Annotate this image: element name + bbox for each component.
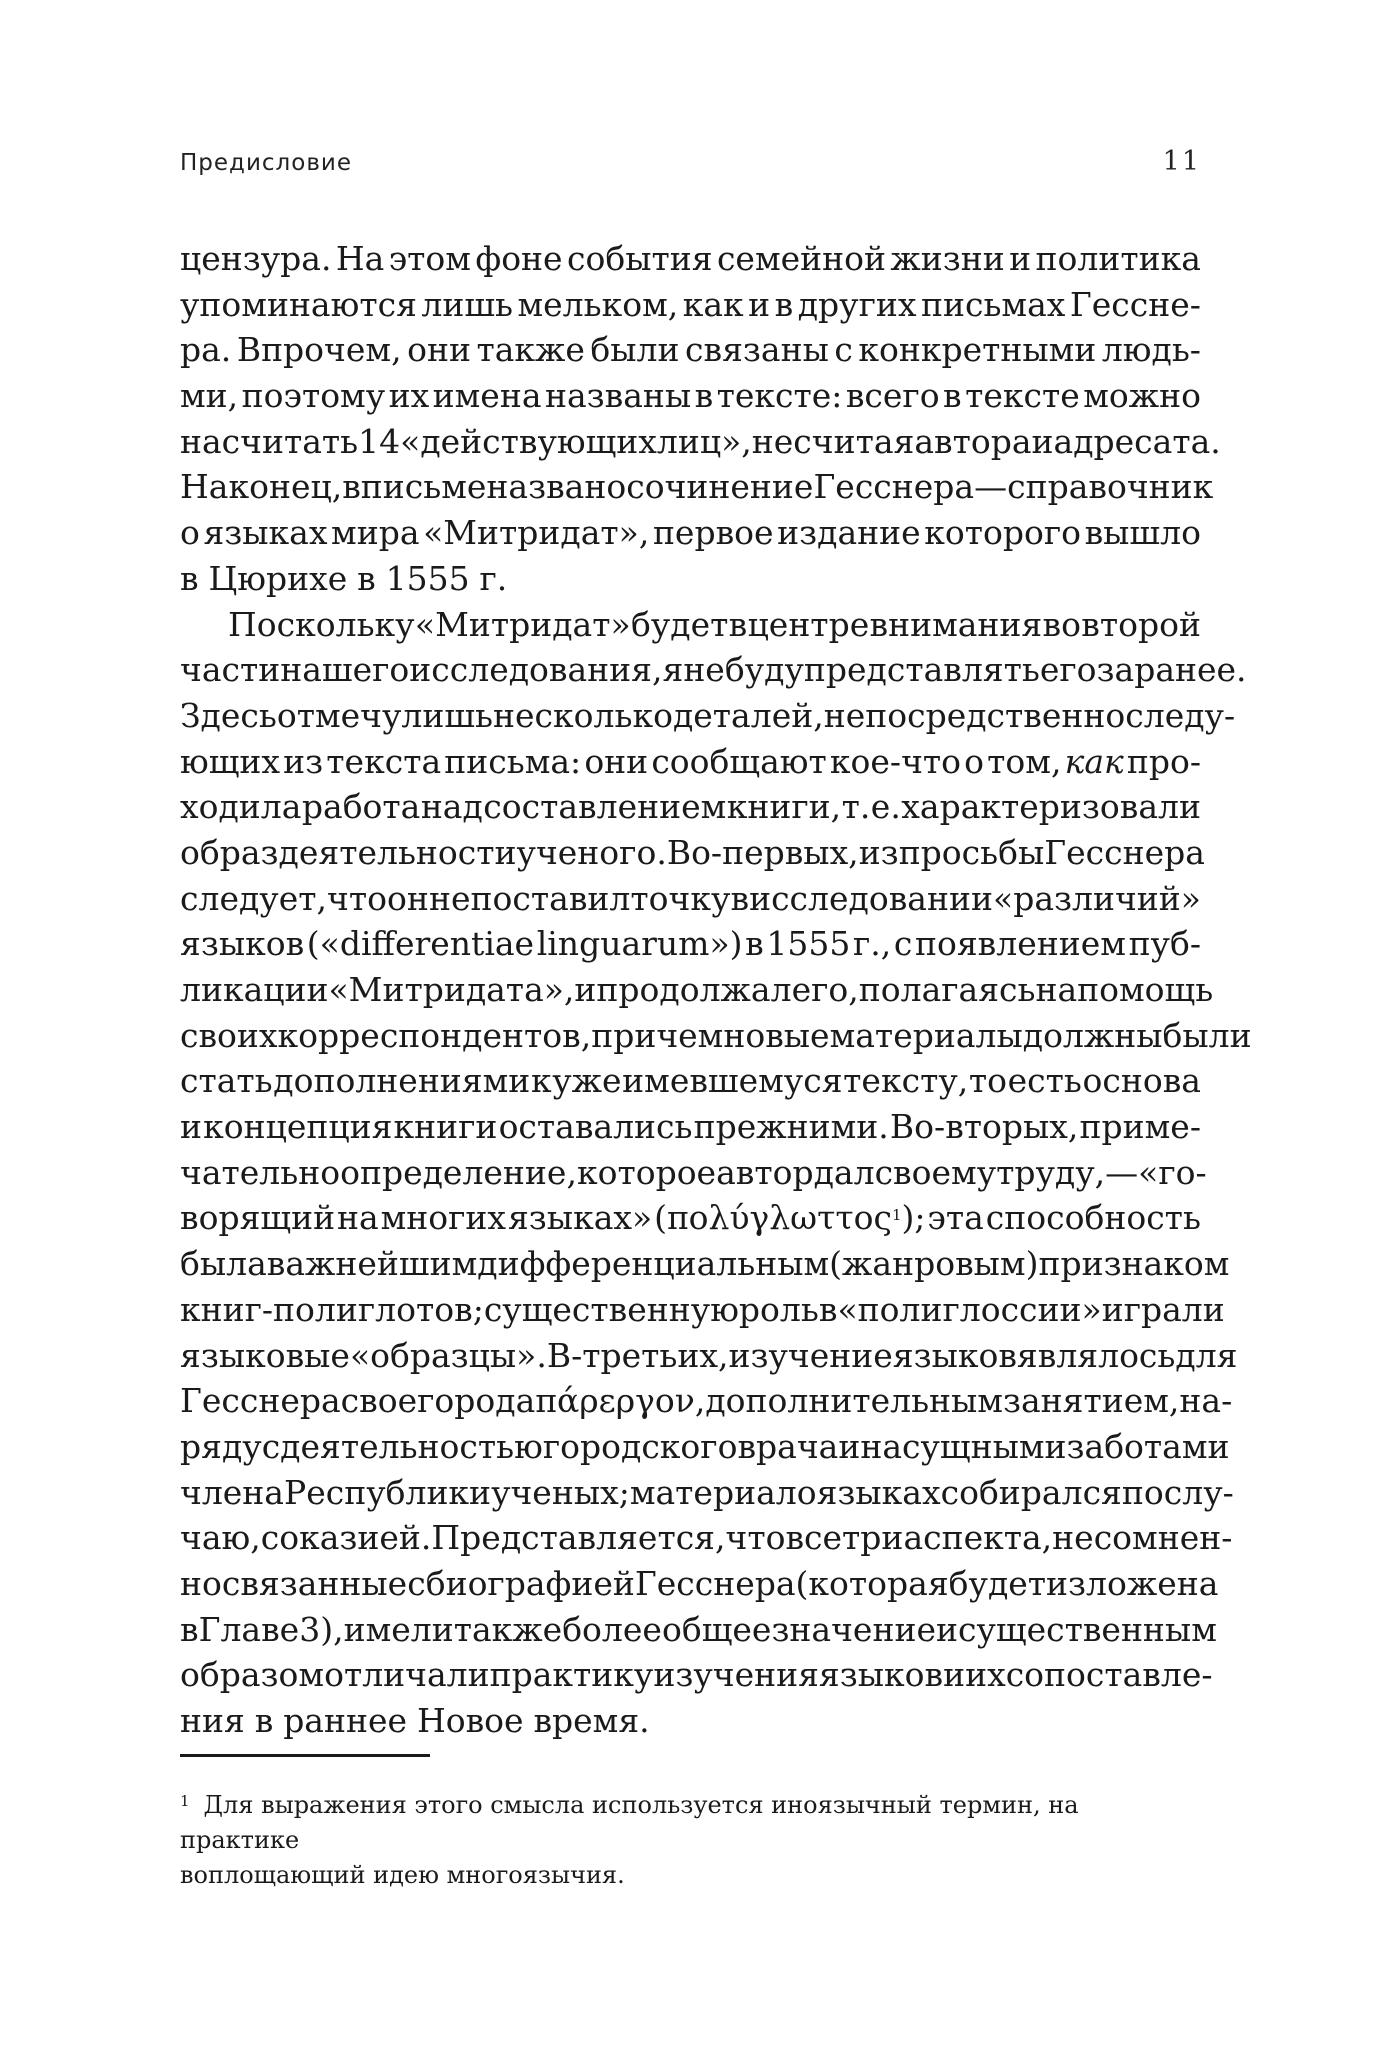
text-line: Гесснера своего рода πάρεργον, дополнительным занятием, на-	[180, 1381, 1233, 1421]
text-line: языков («differentiae linguarum») в 1555 г., с появлением пуб-	[180, 924, 1201, 964]
text-line: части нашего исследования, я не буду представлять его заранее.	[180, 650, 1247, 690]
text-line: в Главе 3), имели также более общее значение и существенным	[180, 1609, 1217, 1649]
text-line: в Цюрихе в 1555 г.	[180, 558, 508, 598]
text-line: чательно определение, которое автор дал своему труду, — «го-	[180, 1152, 1207, 1192]
text-line: ра. Впрочем, они также были связаны с конкретными людь-	[180, 330, 1201, 370]
text-line: следует, что он не поставил точку в исследовании «различий»	[180, 878, 1201, 918]
text-line: Наконец, в письме названо сочинение Гесснера — справочник	[180, 467, 1214, 507]
footnote-divider	[180, 1754, 430, 1757]
text-line: образом отличали практику изучения языков и их сопоставле-	[180, 1655, 1213, 1695]
text-line: Здесь отмечу лишь несколько деталей, непосредственно следу-	[180, 695, 1236, 735]
text-line: и концепция книги оставались прежними. Во-вторых, приме-	[180, 1107, 1201, 1147]
text-line: но связанные с биографией Гесснера (которая будет изложена	[180, 1563, 1219, 1603]
text-line: члена Республики ученых; материал о языках собирался по слу-	[180, 1472, 1234, 1512]
text-line: книг-полиглотов; существенную роль в «полиглоссии» играли	[180, 1289, 1225, 1329]
footnote-mark: 1	[180, 1792, 190, 1810]
text-line: ряду с деятельностью городского врача и насущными заботами	[180, 1426, 1230, 1466]
text-line: ходила работа над составлением книги, т. е. характеризовали	[180, 787, 1201, 827]
body-text	[180, 236, 1252, 1744]
text-line: упоминаются лишь мельком, как и в других письмах Гессне-	[180, 284, 1201, 324]
text-line: ющих из текста письма: они сообщают кое-что о том, как про-	[180, 741, 1201, 781]
page-number: 11	[1162, 146, 1201, 177]
text-line: стать дополнениями к уже имевшемуся тексту, то есть основа	[180, 1061, 1201, 1101]
running-head	[180, 146, 1201, 190]
text-line: ликации «Митридата», и продолжал его, полагаясь на помощь	[180, 970, 1214, 1009]
footnote-line: воплощающий идею многоязычия.	[180, 1861, 625, 1889]
text-line: о языках мира «Митридат», первое издание которого вышло	[180, 513, 1201, 553]
text-line: насчитать 14 «действующих лиц», не считая автора и адресата.	[180, 421, 1221, 461]
text-line: была важнейшим дифференциальным (жанровым) признаком	[180, 1244, 1230, 1284]
text-line: языковые «образцы». В-третьих, изучение языков являлось для	[180, 1335, 1238, 1375]
section-title: Предисловие	[180, 150, 352, 176]
text-line: ния в раннее Новое время.	[180, 1701, 650, 1740]
text-line: ми, поэтому их имена названы в тексте: всего в тексте можно	[180, 376, 1201, 416]
footnote-line: $^1$ Для выражения этого смысла используется иноязычный термин, на практике	[180, 1791, 1079, 1854]
text-line: образ деятельности ученого. Во-первых, из просьбы Гесснера	[180, 832, 1205, 872]
text-line: чаю, с оказией. Представляется, что все три аспекта, несомнен-	[180, 1518, 1233, 1558]
text-line: своих корреспондентов, причем новые материалы должны были	[180, 1015, 1252, 1055]
text-line: Поскольку «Митридат» будет в центре внимания во второй	[228, 604, 1201, 644]
footnotes	[180, 1788, 1201, 1893]
text-line: цензура. На этом фоне события семейной жизни и политика	[180, 239, 1201, 278]
text-line: ворящий на многих языках» (πολύγλωττος$^1$); эта способность	[180, 1198, 1201, 1238]
